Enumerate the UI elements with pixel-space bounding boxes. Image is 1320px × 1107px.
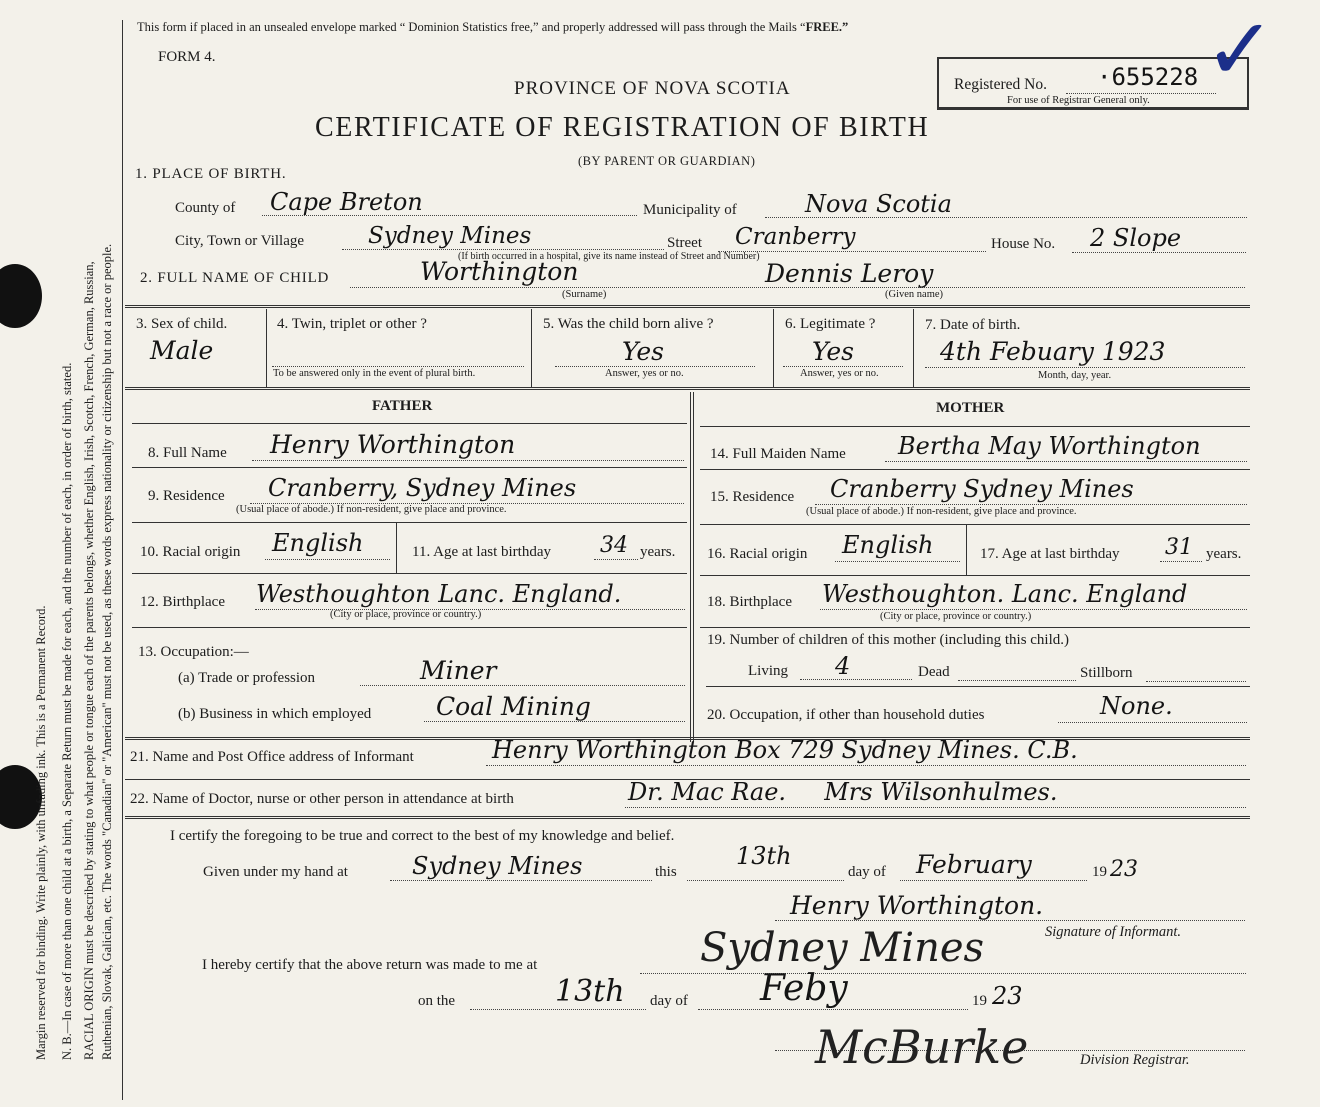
informant-signature-line	[775, 920, 1245, 921]
registrar-day-of: day of	[650, 993, 688, 1009]
mother-race: English	[842, 531, 934, 559]
mother-birthplace: Westhoughton. Lanc. England	[822, 580, 1188, 608]
mother-name: Bertha May Worthington	[898, 432, 1201, 460]
registrar-month-line	[698, 1009, 968, 1010]
business-label: (b) Business in which employed	[178, 706, 372, 722]
certify-text: I certify the foregoing to be true and correct to the best of my knowledge and belief.	[170, 828, 675, 844]
alive-value: Yes	[622, 337, 664, 366]
dob-label: 7. Date of birth.	[925, 317, 1021, 333]
father-occupation-label: 13. Occupation:—	[138, 644, 249, 660]
living-label: Living	[748, 663, 788, 679]
father-birthplace-label: 12. Birthplace	[140, 594, 225, 610]
dead-label: Dead	[918, 664, 950, 680]
registrar-text: I hereby certify that the above return was made to me at	[202, 957, 538, 973]
living-line	[800, 679, 912, 680]
province-heading: PROVINCE OF NOVA SCOTIA	[514, 78, 791, 99]
stillborn-line	[1146, 681, 1246, 682]
side-note-binding: Margin reserved for binding. Write plainly, with unfading ink. This is a Permanent Record.	[34, 605, 48, 1060]
mother-heading: MOTHER	[936, 400, 1005, 416]
child-name-label: 2. FULL NAME OF CHILD	[140, 270, 330, 286]
father-race-label: 10. Racial origin	[140, 544, 241, 560]
doctor-line	[625, 807, 1246, 808]
street-label: Street	[667, 235, 702, 251]
day-line	[687, 880, 844, 881]
row3-div-4	[913, 309, 914, 387]
mother-occupation-line	[1058, 722, 1247, 723]
mother-birthplace-line	[820, 609, 1247, 610]
doctor-value: Dr. Mac Rae. Mrs Wilsonhulmes.	[628, 778, 1058, 806]
alive-note: Answer, yes or no.	[605, 368, 684, 379]
stillborn-label: Stillborn	[1080, 665, 1133, 681]
father-race-age-divider	[396, 523, 397, 573]
mother-race-age-divider	[966, 525, 967, 575]
mother-residence-line	[815, 504, 1247, 505]
trade-line	[360, 685, 685, 686]
row3-div-1	[266, 309, 267, 387]
certify-day: 13th	[736, 842, 792, 870]
registrar-year: 23	[992, 982, 1023, 1010]
top-note-free: FREE.”	[805, 20, 849, 34]
father-age: 34	[600, 533, 628, 558]
house-line	[1072, 252, 1246, 253]
dead-line	[958, 680, 1076, 681]
father-heading: FATHER	[372, 398, 433, 414]
mother-rule-4	[700, 627, 1250, 628]
mother-years-label: years.	[1206, 546, 1242, 562]
section-rule-cert	[125, 816, 1250, 819]
mother-age-label: 17. Age at last birthday	[980, 546, 1120, 562]
registered-box	[937, 57, 1249, 110]
mother-head-rule	[700, 426, 1250, 427]
subtitle: (BY PARENT OR GUARDIAN)	[578, 154, 756, 168]
registrar-day: 13th	[555, 974, 625, 1009]
alive-label: 5. Was the child born alive ?	[543, 316, 714, 332]
city-value: Sydney Mines	[368, 223, 532, 249]
informant-value: Henry Worthington Box 729 Sydney Mines. C.B.	[492, 736, 1078, 764]
row3-div-3	[773, 309, 774, 387]
living-value: 4	[835, 652, 851, 680]
mother-occupation: None.	[1100, 692, 1173, 720]
mother-race-label: 16. Racial origin	[707, 546, 808, 562]
side-note-racial-origin-2: Ruthenian, Slovak, Galician, etc. The words "Canadian" or "American" must not be used, as these words express nationality or citizenship but not a race or people.	[100, 243, 114, 1060]
informant-line	[486, 765, 1246, 766]
mother-race-line	[835, 561, 960, 562]
father-birthplace-note: (City or place, province or country.)	[330, 609, 482, 620]
certify-month: February	[916, 850, 1032, 879]
father-rule-3	[132, 573, 687, 574]
registered-line	[1066, 93, 1216, 94]
father-rule-2	[132, 522, 687, 523]
county-label: County of	[175, 200, 236, 216]
registrar-month: Feby	[760, 968, 848, 1009]
father-name: Henry Worthington	[270, 430, 516, 459]
informant-signature: Henry Worthington.	[790, 891, 1044, 920]
registrar-place-line	[640, 973, 1246, 974]
binding-hole-top	[0, 264, 42, 328]
given-name-note: (Given name)	[885, 289, 944, 300]
mother-occupation-label: 20. Occupation, if other than household duties	[707, 707, 985, 723]
mother-birthplace-note: (City or place, province or country.)	[880, 611, 1032, 622]
father-residence-label: 9. Residence	[148, 488, 225, 504]
children-label: 19. Number of children of this mother (including this child.)	[707, 632, 1070, 648]
given-place-line	[390, 880, 652, 881]
father-residence-note: (Usual place of abode.) If non-resident, give place and province.	[236, 504, 507, 515]
mother-age-line	[1160, 561, 1202, 562]
month-line	[900, 880, 1087, 881]
registrar-year-prefix: 19	[972, 993, 987, 1009]
sex-label: 3. Sex of child.	[136, 316, 228, 332]
registrar-day-line	[470, 1009, 646, 1010]
row3-top-rule	[125, 305, 1250, 308]
certify-year: 23	[1110, 857, 1138, 882]
twin-note: To be answered only in the event of plural birth.	[273, 368, 476, 379]
father-residence: Cranberry, Sydney Mines	[268, 474, 577, 502]
mother-name-line	[885, 461, 1247, 462]
trade-value: Miner	[420, 656, 497, 685]
father-birthplace: Westhoughton Lanc. England.	[256, 580, 622, 608]
registrar-on-the: on the	[418, 993, 456, 1009]
business-line	[424, 721, 685, 722]
father-race: English	[272, 529, 364, 557]
legitimate-label: 6. Legitimate ?	[785, 316, 876, 332]
mother-name-label: 14. Full Maiden Name	[710, 446, 846, 462]
row3-bottom-rule	[125, 387, 1250, 390]
mother-rule-2	[700, 524, 1250, 525]
top-note-text: This form if placed in an unsealed envelope marked “ Dominion Statistics free,” and properly addressed will pass through the Mails “	[137, 20, 806, 34]
certify-year-prefix: 19	[1092, 864, 1107, 880]
informant-signature-label: Signature of Informant.	[1045, 924, 1182, 940]
given-place: Sydney Mines	[412, 852, 583, 880]
margin-rule	[122, 20, 123, 1100]
place-heading: 1. PLACE OF BIRTH.	[135, 166, 287, 182]
twin-label: 4. Twin, triplet or other ?	[277, 316, 427, 332]
father-name-label: 8. Full Name	[148, 445, 227, 461]
legitimate-note: Answer, yes or no.	[800, 368, 879, 379]
father-rule-1	[132, 467, 687, 468]
mother-residence: Cranberry Sydney Mines	[830, 475, 1134, 503]
mother-age: 31	[1165, 535, 1193, 560]
mother-rule-1	[700, 469, 1250, 470]
county-value: Cape Breton	[270, 188, 423, 216]
twin-line	[272, 366, 524, 367]
house-label: House No.	[991, 236, 1056, 252]
dob-value: 4th Febuary 1923	[940, 337, 1166, 366]
sex-value: Male	[150, 336, 214, 365]
municipality-label: Municipality of	[643, 202, 737, 218]
municipality-value: Nova Scotia	[805, 190, 952, 218]
page-title: CERTIFICATE OF REGISTRATION OF BIRTH	[315, 112, 930, 143]
registered-note: For use of Registrar General only.	[1007, 95, 1150, 106]
father-age-label: 11. Age at last birthday	[412, 544, 551, 560]
mother-rule-5	[706, 686, 1250, 687]
city-line	[342, 249, 664, 250]
registrar-signature: McBurke	[815, 1020, 1029, 1074]
given-under-label: Given under my hand at	[203, 864, 348, 880]
father-years-label: years.	[640, 544, 676, 560]
surname-note: (Surname)	[562, 289, 607, 300]
row3-div-2	[531, 309, 532, 387]
side-note-racial-origin: RACIAL ORIGIN must be described by stating to what people or tongue each of the parents belongs, whether English, Irish, Scotch, French, German, Russian,	[82, 261, 96, 1060]
mother-rule-3	[700, 575, 1250, 576]
registered-label: Registered No.	[954, 76, 1047, 93]
legitimate-value: Yes	[812, 337, 854, 366]
doctor-label: 22. Name of Doctor, nurse or other person in attendance at birth	[130, 791, 514, 807]
mother-birthplace-label: 18. Birthplace	[707, 594, 792, 610]
column-divider	[690, 392, 694, 742]
child-surname: Worthington	[420, 257, 579, 286]
father-head-rule	[132, 423, 687, 424]
child-given-name: Dennis Leroy	[765, 259, 934, 288]
mother-residence-label: 15. Residence	[710, 489, 795, 505]
dob-line	[925, 367, 1245, 368]
registrar-label: Division Registrar.	[1080, 1052, 1190, 1068]
father-race-line	[265, 559, 390, 560]
this-label: this	[655, 864, 677, 880]
legitimate-line	[783, 366, 903, 367]
form-number: FORM 4.	[158, 49, 216, 65]
father-rule-4	[132, 627, 687, 628]
side-note-multiple-births: N. B.—In case of more than one child at a birth, a Separate Return must be made for each, and the number of each, in order of birth, stated.	[60, 362, 74, 1060]
dob-note: Month, day, year.	[1038, 370, 1112, 381]
father-name-line	[252, 460, 684, 461]
registered-number: ·655228	[1097, 63, 1199, 91]
city-label: City, Town or Village	[175, 233, 305, 249]
street-value: Cranberry	[735, 224, 856, 250]
hospital-note: (If birth occurred in a hospital, give its name instead of Street and Number)	[458, 251, 760, 262]
day-of-label: day of	[848, 864, 886, 880]
house-value: 2 Slope	[1090, 224, 1182, 252]
business-value: Coal Mining	[436, 692, 591, 721]
check-mark: ✓	[1204, 0, 1277, 100]
top-note	[137, 20, 848, 35]
mother-residence-note: (Usual place of abode.) If non-resident, give place and province.	[806, 506, 1077, 517]
registrar-place: Sydney Mines	[700, 925, 985, 971]
alive-line	[555, 366, 755, 367]
father-age-line	[594, 559, 638, 560]
trade-label: (a) Trade or profession	[178, 670, 316, 686]
informant-label: 21. Name and Post Office address of Informant	[130, 749, 414, 765]
